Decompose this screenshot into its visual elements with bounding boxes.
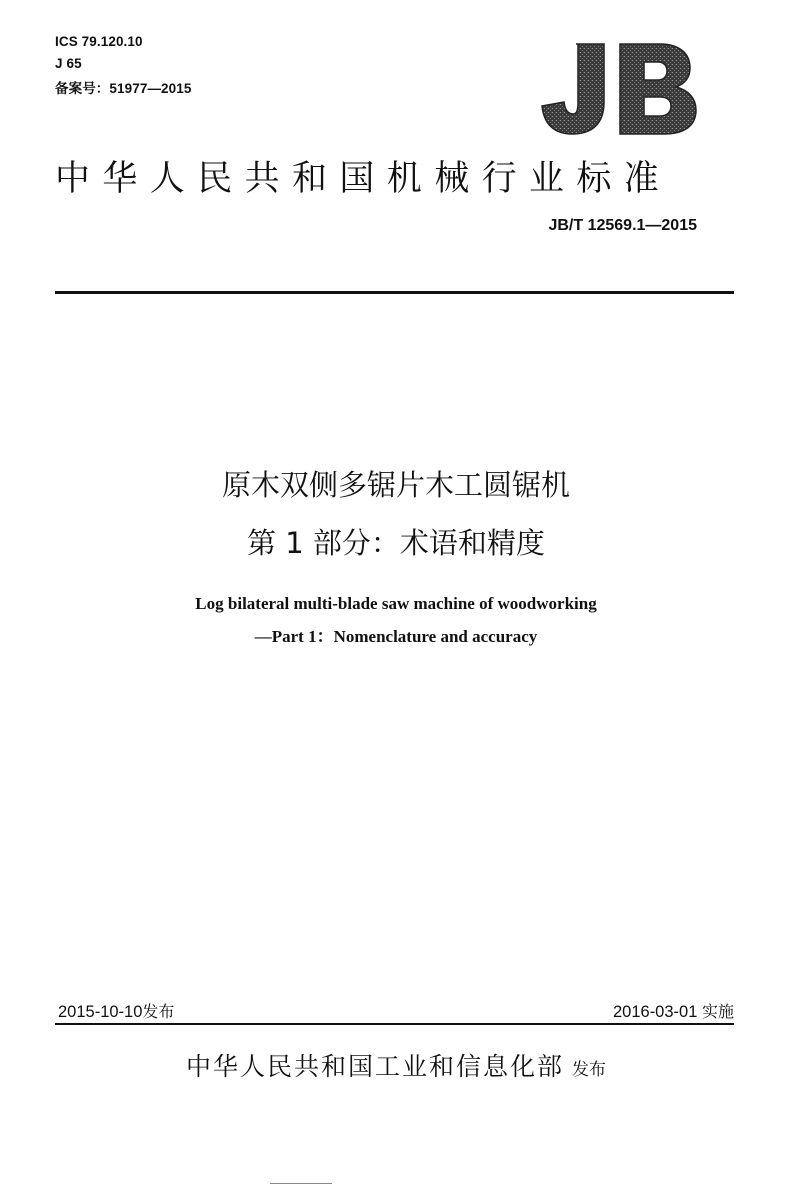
en-title-line-2: —Part 1：Nomenclature and accuracy bbox=[254, 627, 538, 646]
footer-mark bbox=[270, 1183, 332, 1184]
ics-code: ICS 79.120.10 bbox=[55, 34, 143, 49]
issue-label: 发布 bbox=[142, 1002, 175, 1021]
bottom-divider bbox=[55, 1023, 734, 1025]
implement-date-block bbox=[613, 999, 734, 1022]
category-code: J 65 bbox=[55, 56, 82, 71]
issue-date-block bbox=[58, 999, 174, 1022]
cn-title-line-2: 第 1 部分：术语和精度 bbox=[247, 526, 545, 560]
jb-logo bbox=[540, 40, 700, 140]
cn-title-line-1: 原木双侧多锯片木工圆锯机 bbox=[221, 468, 570, 502]
standard-number: JB/T 12569.1—2015 bbox=[548, 217, 697, 234]
implement-label: 实施 bbox=[701, 1002, 734, 1021]
en-title-line-1: Log bilateral multi-blade saw machine of woodworking bbox=[195, 594, 597, 613]
top-divider bbox=[55, 291, 734, 294]
record-number: 备案号：51977—2015 bbox=[55, 81, 192, 96]
publisher-suffix: 发布 bbox=[572, 1060, 606, 1080]
publisher-name: 中华人民共和国工业和信息化部 bbox=[185, 1052, 564, 1081]
issue-date: 2015-10-10 bbox=[58, 1003, 143, 1021]
publisher-line bbox=[0, 1047, 792, 1083]
standard-type-title: 中华人民共和国机械行业标准 bbox=[55, 159, 672, 199]
implement-date: 2016-03-01 bbox=[612, 1003, 698, 1021]
